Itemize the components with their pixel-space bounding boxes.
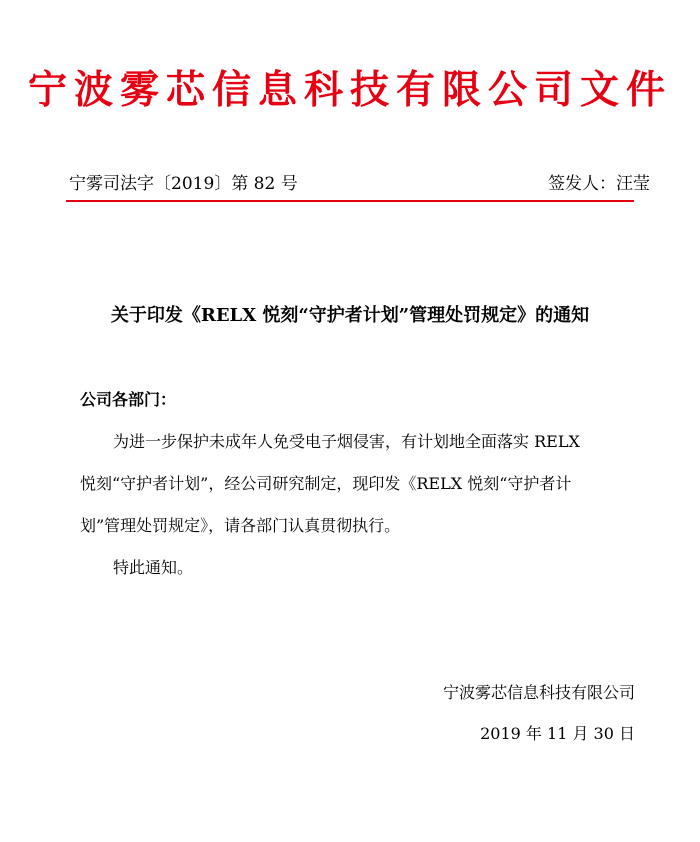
- issue-date: 2019 年 11 月 30 日: [480, 724, 635, 743]
- issuing-company: 宁波雾芯信息科技有限公司: [442, 683, 635, 702]
- notice-salutation: 公司各部门：: [80, 390, 177, 409]
- notice-title: 关于印发《RELX 悦刻“守护者计划”管理处罚规定》的通知: [110, 305, 590, 326]
- notice-body-line: 悦刻“守护者计划”，经公司研究制定，现印发《RELX 悦刻“守护者计: [80, 474, 572, 493]
- document-reference-number: 宁雾司法字〔2019〕第 82 号: [69, 174, 298, 194]
- document-header-title: 宁波雾芯信息科技有限公司文件: [27, 68, 672, 113]
- header-red-divider: [66, 200, 634, 202]
- notice-body-line: 为进一步保护未成年人免受电子烟侵害，有计划地全面落实 RELX: [113, 432, 580, 451]
- notice-closing-line: 特此通知。: [113, 558, 194, 577]
- document-signer: 签发人：汪莹: [548, 174, 650, 194]
- notice-body-line: 划”管理处罚规定》，请各部门认真贯彻执行。: [80, 516, 401, 535]
